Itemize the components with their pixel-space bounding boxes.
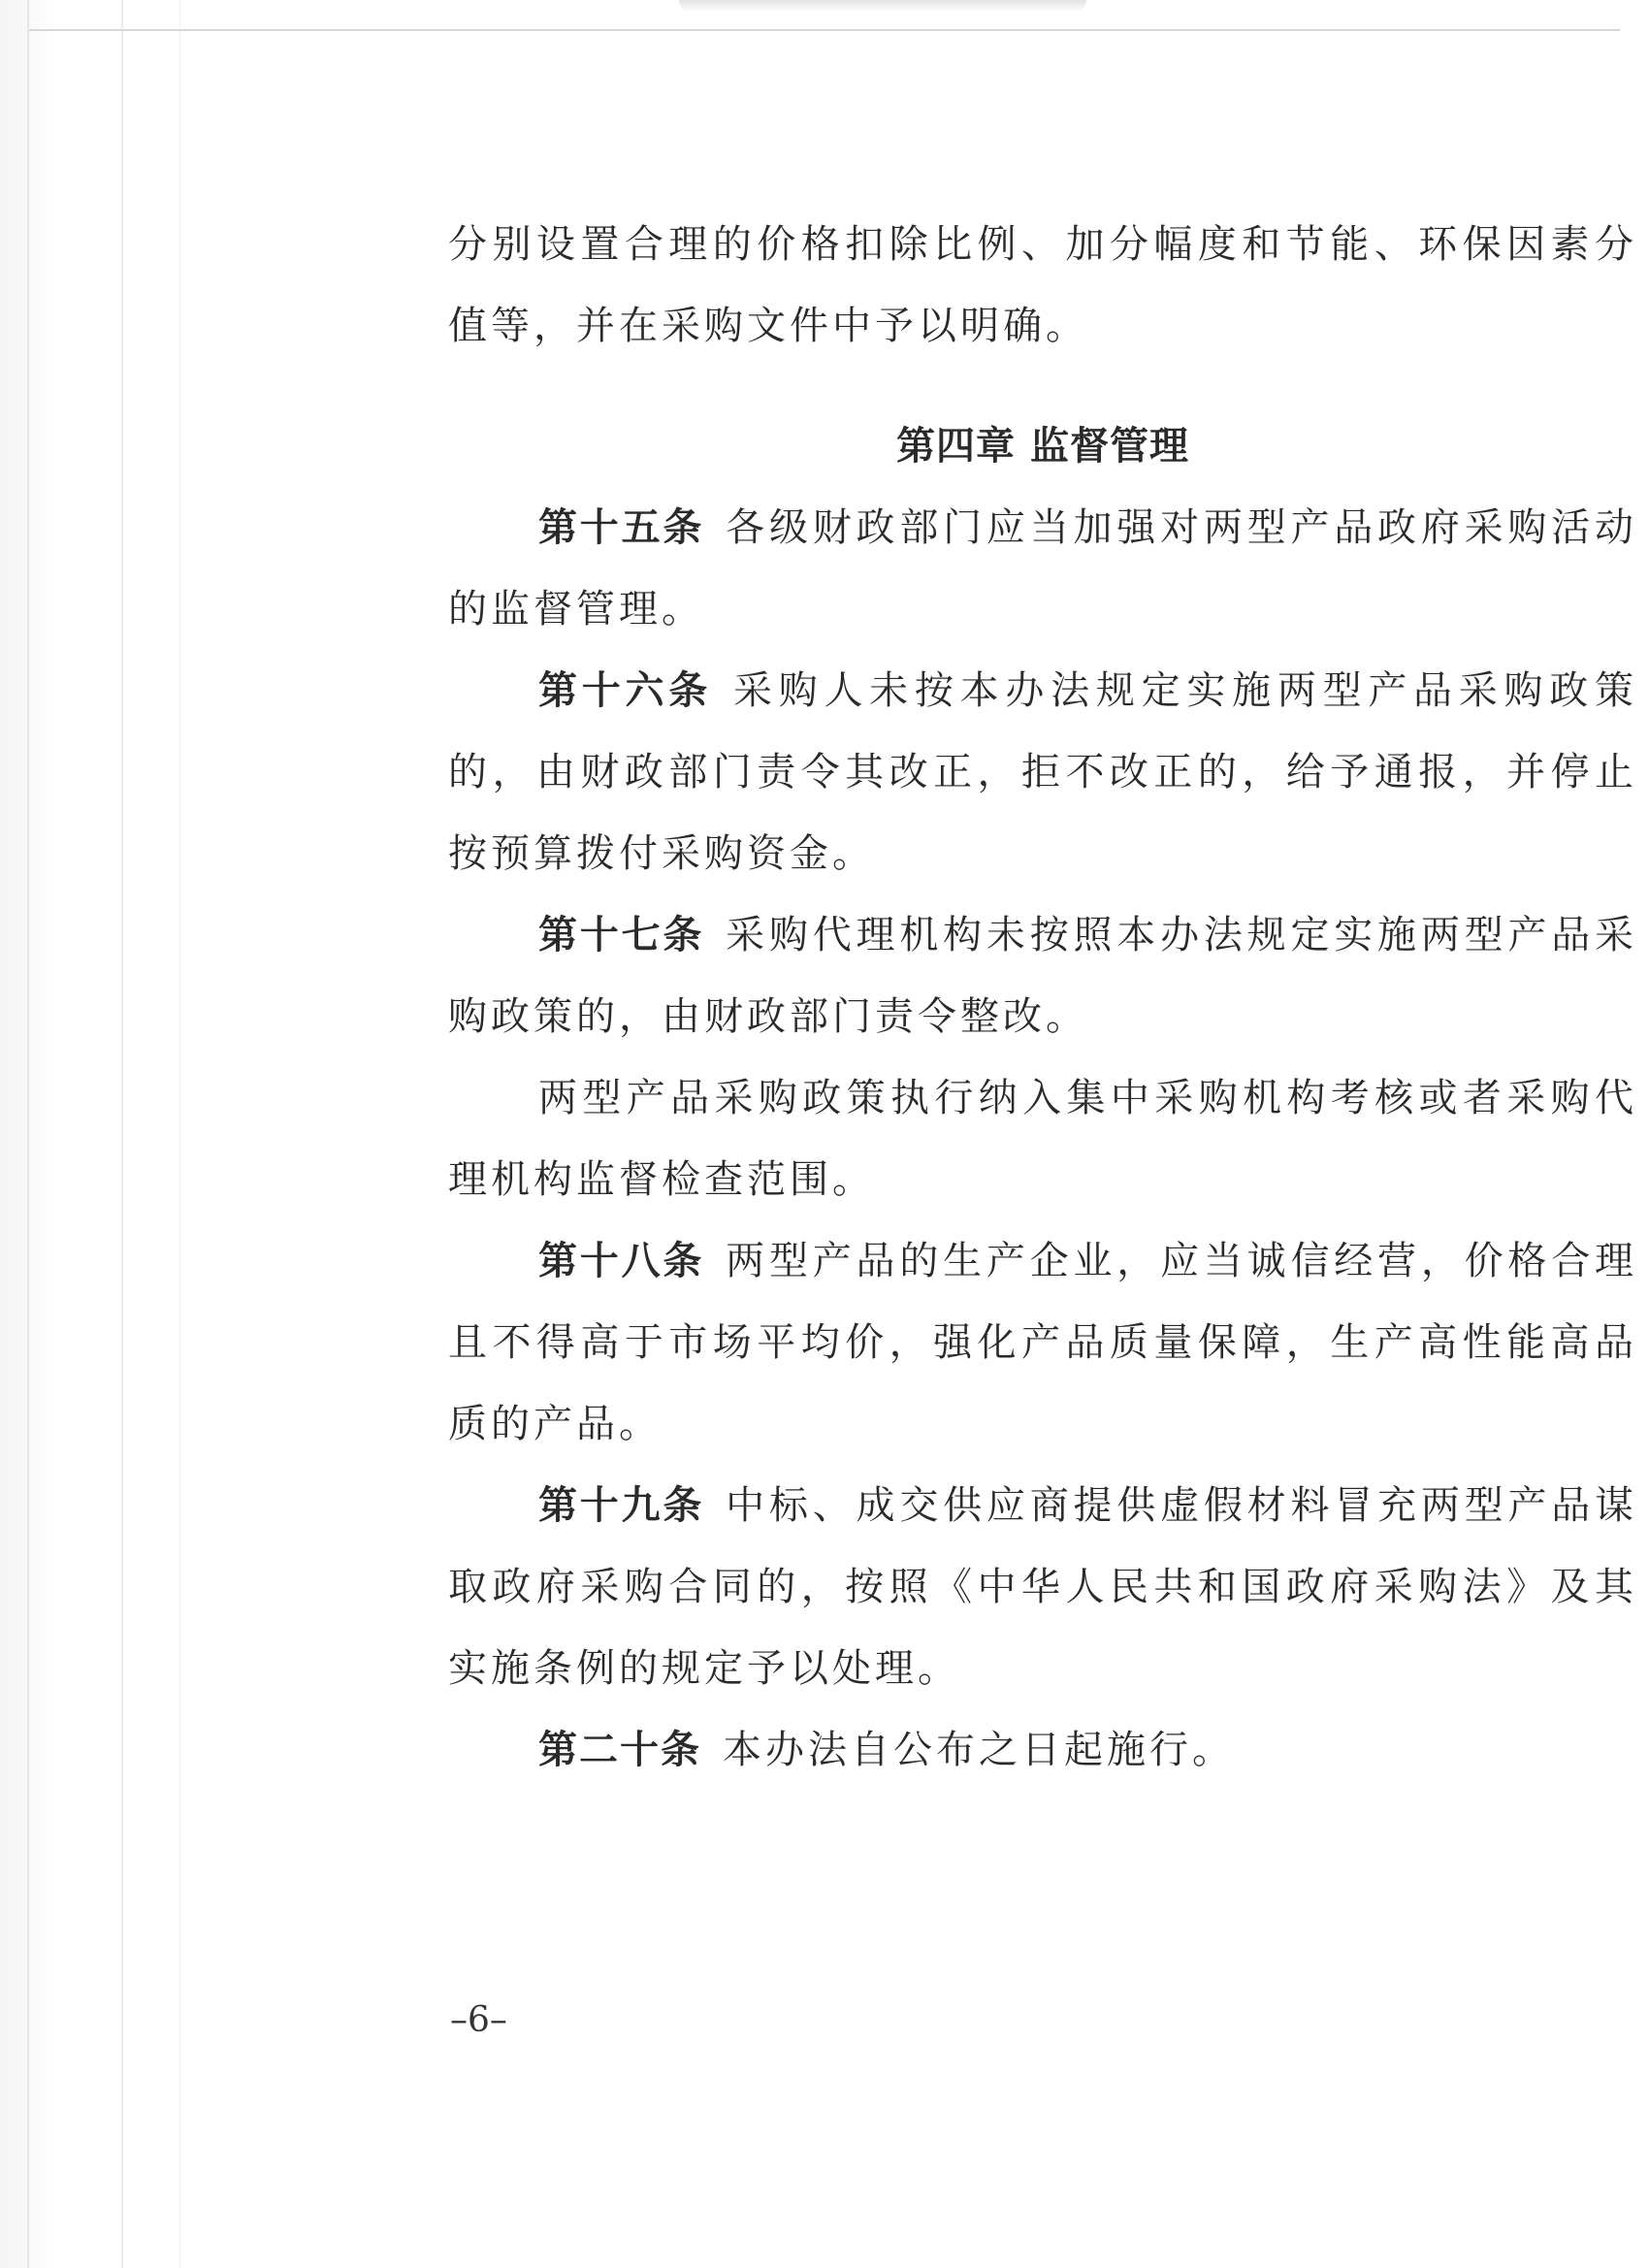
article-number: 第十六条 [538, 668, 712, 713]
article-number: 第十七条 [538, 913, 705, 957]
article-number: 第十八条 [538, 1239, 705, 1283]
article-text: 本办法自公布之日起施行。 [723, 1728, 1235, 1772]
article-16 [448, 650, 1637, 894]
article-17 [448, 894, 1637, 1057]
article-20 [448, 1709, 1637, 1791]
article-18 [448, 1220, 1637, 1465]
scan-edge-line [27, 0, 29, 2268]
scan-smudge [679, 0, 1086, 12]
article-number: 第十五条 [538, 505, 705, 550]
article-text: 采购人未按本办法规定实施两型产品采购政策的，由财政部门责令其改正，拒不改正的，给予通报，并停止按预算拨付采购资金。 [448, 668, 1638, 876]
article-number: 第二十条 [538, 1728, 701, 1772]
article-text: 中标、成交供应商提供虚假材料冒充两型产品谋取政府采购合同的，按照《中华人民共和国政府采购法》及其实施条例的规定予以处理。 [448, 1483, 1638, 1691]
article-text: 各级财政部门应当加强对两型产品政府采购活动的监督管理。 [448, 505, 1638, 632]
article-number: 第十九条 [538, 1483, 705, 1528]
chapter-title: 第四章 监督管理 [896, 424, 1189, 469]
article-19 [448, 1465, 1637, 1709]
scan-edge-line [179, 0, 180, 2268]
scan-shadow [0, 0, 194, 2268]
article-text: 两型产品的生产企业，应当诚信经营，价格合理且不得高于市场平均价，强化产品质量保障，生产高性能高品质的产品。 [448, 1239, 1638, 1446]
scan-edge-line [121, 0, 123, 2268]
scan-top-edge [29, 29, 1620, 31]
article-17-paragraph-2 [448, 1057, 1637, 1220]
article-15 [448, 487, 1637, 650]
page-number: –6– [450, 2000, 507, 2040]
continuation-paragraph: 分别设置合理的价格扣除比例、加分幅度和节能、环保因素分值等，并在采购文件中予以明确。 [448, 222, 1637, 348]
article-text: 采购代理机构未按照本办法规定实施两型产品采购政策的，由财政部门责令整改。 [448, 913, 1638, 1039]
document-body [448, 204, 1637, 1791]
article-text: 两型产品采购政策执行纳入集中采购机构考核或者采购代理机构监督检查范围。 [448, 1076, 1637, 1202]
